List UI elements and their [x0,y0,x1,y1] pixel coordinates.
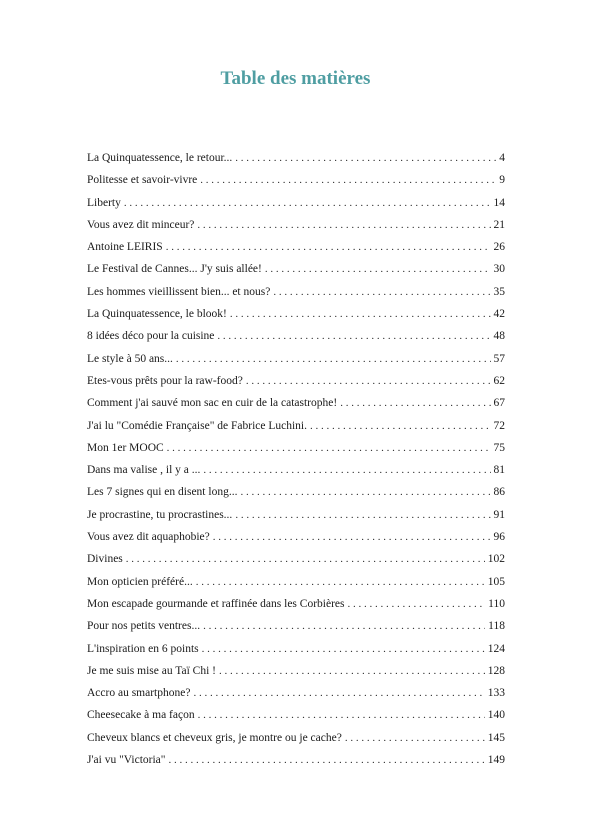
toc-entry-title: Etes-vous prêts pour la raw-food? [87,374,243,387]
toc-entry-title: Vous avez dit minceur? [87,218,195,231]
toc-entry[interactable] [87,526,505,548]
toc-leader-dots [198,704,485,726]
toc-entry-page: 105 [487,575,505,588]
toc-leader-dots [193,682,484,704]
toc-entry[interactable] [87,192,505,214]
toc-entry[interactable] [87,593,505,615]
toc-entry-title: Antoine LEIRIS [87,241,163,254]
toc-entry-title: Dans ma valise , il y a ... [87,464,201,477]
toc-leader-dots [166,236,491,258]
toc-leader-dots [203,615,485,637]
toc-entry[interactable] [87,660,505,682]
toc-entry-title: Mon 1er MOOC [87,441,164,454]
toc-entry-title: Divines [87,553,123,566]
toc-leader-dots [219,660,485,682]
toc-entry-page: 81 [493,464,505,477]
toc-entry-title: J'ai lu "Comédie Française" de Fabrice Luchini. [87,419,307,432]
toc-leader-dots [217,325,490,347]
toc-entry[interactable] [87,638,505,660]
table-of-contents [87,147,505,771]
toc-entry-page: 72 [493,419,505,432]
toc-entry-page: 21 [493,218,505,231]
toc-entry-page: 75 [493,441,505,454]
toc-entry-title: Le Festival de Cannes... J'y suis allée! [87,263,262,276]
toc-entry[interactable] [87,258,505,280]
toc-leader-dots [230,303,491,325]
toc-entry-page: 48 [493,330,505,343]
toc-entry[interactable] [87,481,505,503]
toc-leader-dots [167,437,491,459]
toc-entry-title: La Quinquatessence, le blook! [87,308,227,321]
toc-entry[interactable] [87,504,505,526]
toc-entry-page: 124 [487,642,505,655]
toc-leader-dots [273,281,490,303]
toc-entry-page: 91 [493,508,505,521]
toc-entry[interactable] [87,303,505,325]
toc-entry-page: 102 [487,553,505,566]
toc-entry-title: Les hommes vieillissent bien... et nous? [87,285,271,298]
toc-entry[interactable] [87,392,505,414]
toc-entry-page: 9 [499,174,505,187]
toc-entry-page: 96 [493,531,505,544]
toc-leader-dots [197,214,490,236]
toc-entry-title: Vous avez dit aquaphobie? [87,531,210,544]
toc-leader-dots [126,548,485,570]
toc-entry[interactable] [87,437,505,459]
toc-entry-title: Je procrastine, tu procrastines... [87,508,233,521]
toc-entry[interactable] [87,727,505,749]
toc-entry-page: 4 [499,152,505,164]
toc-entry[interactable] [87,704,505,726]
toc-entry-title: Mon escapade gourmande et raffinée dans les Corbières [87,597,345,610]
toc-leader-dots [310,415,491,437]
toc-entry[interactable] [87,348,505,370]
toc-entry[interactable] [87,548,505,570]
toc-entry[interactable] [87,169,505,191]
toc-entry-title: J'ai vu "Victoria" [87,754,166,767]
toc-entry-page: 62 [493,374,505,387]
toc-entry[interactable] [87,749,505,771]
toc-entry[interactable] [87,615,505,637]
toc-entry-page: 110 [488,597,505,610]
toc-entry-title: Je me suis mise au Taï Chi ! [87,664,216,677]
toc-leader-dots [200,169,496,191]
toc-leader-dots [340,392,490,414]
toc-entry-page: 133 [487,687,505,700]
toc-entry[interactable] [87,415,505,437]
toc-leader-dots [196,571,485,593]
toc-entry-page: 128 [487,664,505,677]
toc-entry-page: 14 [493,196,505,209]
toc-entry-page: 35 [493,285,505,298]
toc-leader-dots [246,370,491,392]
toc-leader-dots [235,504,490,526]
toc-leader-dots [347,593,485,615]
toc-entry-page: 149 [487,754,505,767]
page-title: Table des matières [220,68,371,89]
toc-leader-dots [124,192,491,214]
toc-entry[interactable] [87,147,505,169]
toc-entry-page: 118 [488,620,505,633]
toc-entry-title: Comment j'ai sauvé mon sac en cuir de la catastrophe! [87,397,338,410]
toc-entry-title: La Quinquatessence, le retour... [87,152,233,164]
toc-leader-dots [203,459,490,481]
toc-entry[interactable] [87,682,505,704]
toc-leader-dots [265,258,491,280]
toc-entry-title: Accro au smartphone? [87,687,191,700]
toc-leader-dots [213,526,491,548]
toc-entry-page: 26 [493,241,505,254]
toc-entry-title: Mon opticien préféré... [87,575,193,588]
toc-entry[interactable] [87,370,505,392]
toc-entry[interactable] [87,281,505,303]
toc-entry-page: 42 [493,308,505,321]
toc-entry[interactable] [87,571,505,593]
toc-leader-dots [240,481,490,503]
toc-entry[interactable] [87,236,505,258]
toc-leader-dots [176,348,491,370]
toc-entry-title: Cheesecake à ma façon [87,709,195,722]
toc-entry-title: L'inspiration en 6 points [87,642,199,655]
toc-entry[interactable] [87,214,505,236]
toc-leader-dots [168,749,484,771]
toc-entry-page: 140 [487,709,505,722]
toc-entry-page: 30 [493,263,505,276]
toc-entry-page: 145 [487,731,505,744]
toc-leader-dots [202,638,485,660]
toc-entry-page: 67 [493,397,505,410]
toc-leader-dots [345,727,485,749]
toc-entry-title: Politesse et savoir-vivre [87,174,198,187]
toc-leader-dots [235,147,496,169]
toc-entry-title: Pour nos petits ventres... [87,620,201,633]
toc-entry-title: Liberty [87,196,121,209]
toc-entry-page: 57 [493,352,505,365]
toc-entry-title: 8 idées déco pour la cuisine [87,330,215,343]
toc-entry-title: Le style à 50 ans... [87,352,173,365]
toc-entry[interactable] [87,459,505,481]
toc-entry-page: 86 [493,486,505,499]
toc-entry[interactable] [87,325,505,347]
toc-entry-title: Cheveux blancs et cheveux gris, je montre ou je cache? [87,731,342,744]
toc-entry-title: Les 7 signes qui en disent long... [87,486,238,499]
